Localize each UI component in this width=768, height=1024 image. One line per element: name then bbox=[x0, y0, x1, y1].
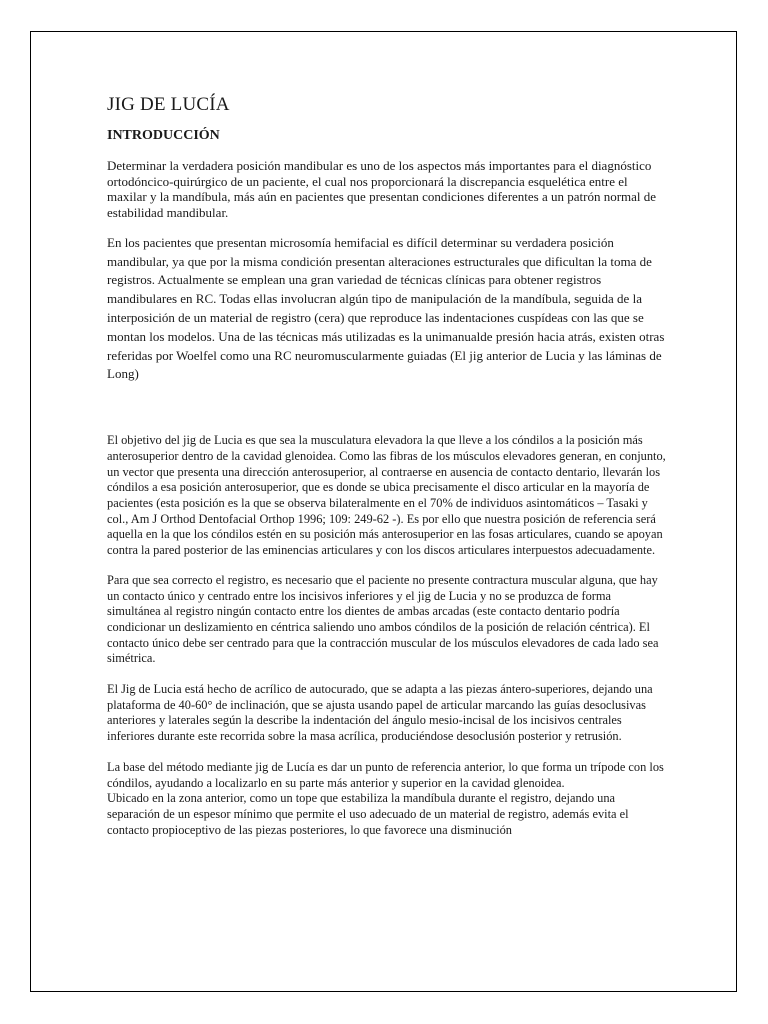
section-heading-introduccion: INTRODUCCIÓN bbox=[107, 128, 220, 143]
paragraph-2: En los pacientes que presentan microsomía hemifacial es difícil determinar su verdadera posición mandibular, ya que por la misma condición presentan alteraciones estructurales que dificultan la toma de registros. Actualmente se emplean una gran variedad de técnicas clínicas para obtener registros mandibulares en RC. Todas ellas involucran algún tipo de manipulación de la mandíbula, seguida de la interposición de un material de registro (cera) que reproduce las indentaciones cuspídeas con las que se montan los modelos. Una de las técnicas más utilizadas es la unimanualde presión hacia atrás, existen otras referidas por Woelfel como una RC neuromuscularmente guiadas (El jig anterior de Lucia y las láminas de Long) bbox=[107, 234, 665, 382]
paragraph-7: Ubicado en la zona anterior, como un tope que estabiliza la mandíbula durante el registro, dejando una separación de un espesor mínimo que permite el uso adecuado de un material de registro, además evita el contacto propioceptivo de las piezas posteriores, lo que favorece una disminución bbox=[107, 791, 629, 837]
paragraph-5: El Jig de Lucia está hecho de acrílico de autocurado, que se adapta a las piezas ántero-superiores, dejando una plataforma de 40-60° de inclinación, que se ajusta usando papel de articular marcando las guías desoclusivas anteriores y laterales según la describe la indentación del ángulo mesio-incisal de los incisivos centrales inferiores durante este recorrida sobre la masa acrílica, produciéndose desoclusión posterior y retrusión. bbox=[107, 682, 653, 744]
paragraph-6: La base del método mediante jig de Lucía es dar un punto de referencia anterior, lo que forma un trípode con los cóndilos, ayudando a localizarlo en su parte más anterior y superior en la cavidad glenoidea. bbox=[107, 759, 664, 790]
paragraph-1: Determinar la verdadera posición mandibular es uno de los aspectos más importantes para el diagnóstico ortodóncico-quirúrgico de un paciente, el cual nos proporcionará la discrepancia esquelética entre el maxilar y la mandíbula, más aún en pacientes que presentan condiciones diferentes a un patrón normal de estabilidad mandibular. bbox=[107, 158, 657, 221]
document-title: JIG DE LUCÍA bbox=[107, 94, 230, 115]
document-page bbox=[30, 31, 737, 992]
document-body bbox=[107, 94, 667, 838]
paragraph-3: El objetivo del jig de Lucia es que sea la musculatura elevadora la que lleve a los cóndilos a la posición más anterosuperior dentro de la cavidad glenoidea. Como las fibras de los músculos elevadores generan, en conjunto, un vector que presenta una dirección anterosuperior, al contraerse en ausencia de contacto dentario, llevarán los cóndilos a esa posición anterosuperior, que es donde se ubica precisamente el disco articular en la mayoría de pacientes (esta posición es la que se observa bilateralmente en el 70% de individuos asintomáticos – Tasaki y col., Am J Orthod Dentofacial Orthop 1996; 109: 249-62 -). Es por ello que nuestra posición de referencia será aquella en la que los cóndilos estén en su posición más anterosuperior en las fosas articulares, cuando se apoyan contra la pared posterior de las eminencias articulares y con los discos articulares interpuestos adecuadamente. bbox=[107, 433, 666, 558]
paragraph-4: Para que sea correcto el registro, es necesario que el paciente no presente contractura muscular alguna, que hay un contacto único y centrado entre los incisivos inferiores y el jig de Lucia y no se produzca de forma simultánea al registro ningún contacto entre los dientes de ambas arcadas (este contacto dentario podría condicionar un deslizamiento en céntrica saliendo uno ambos cóndilos de la posición de relación céntrica). El contacto único debe ser centrado para que la contracción muscular de los músculos elevadores de cada lado sea simétrica. bbox=[107, 572, 659, 666]
